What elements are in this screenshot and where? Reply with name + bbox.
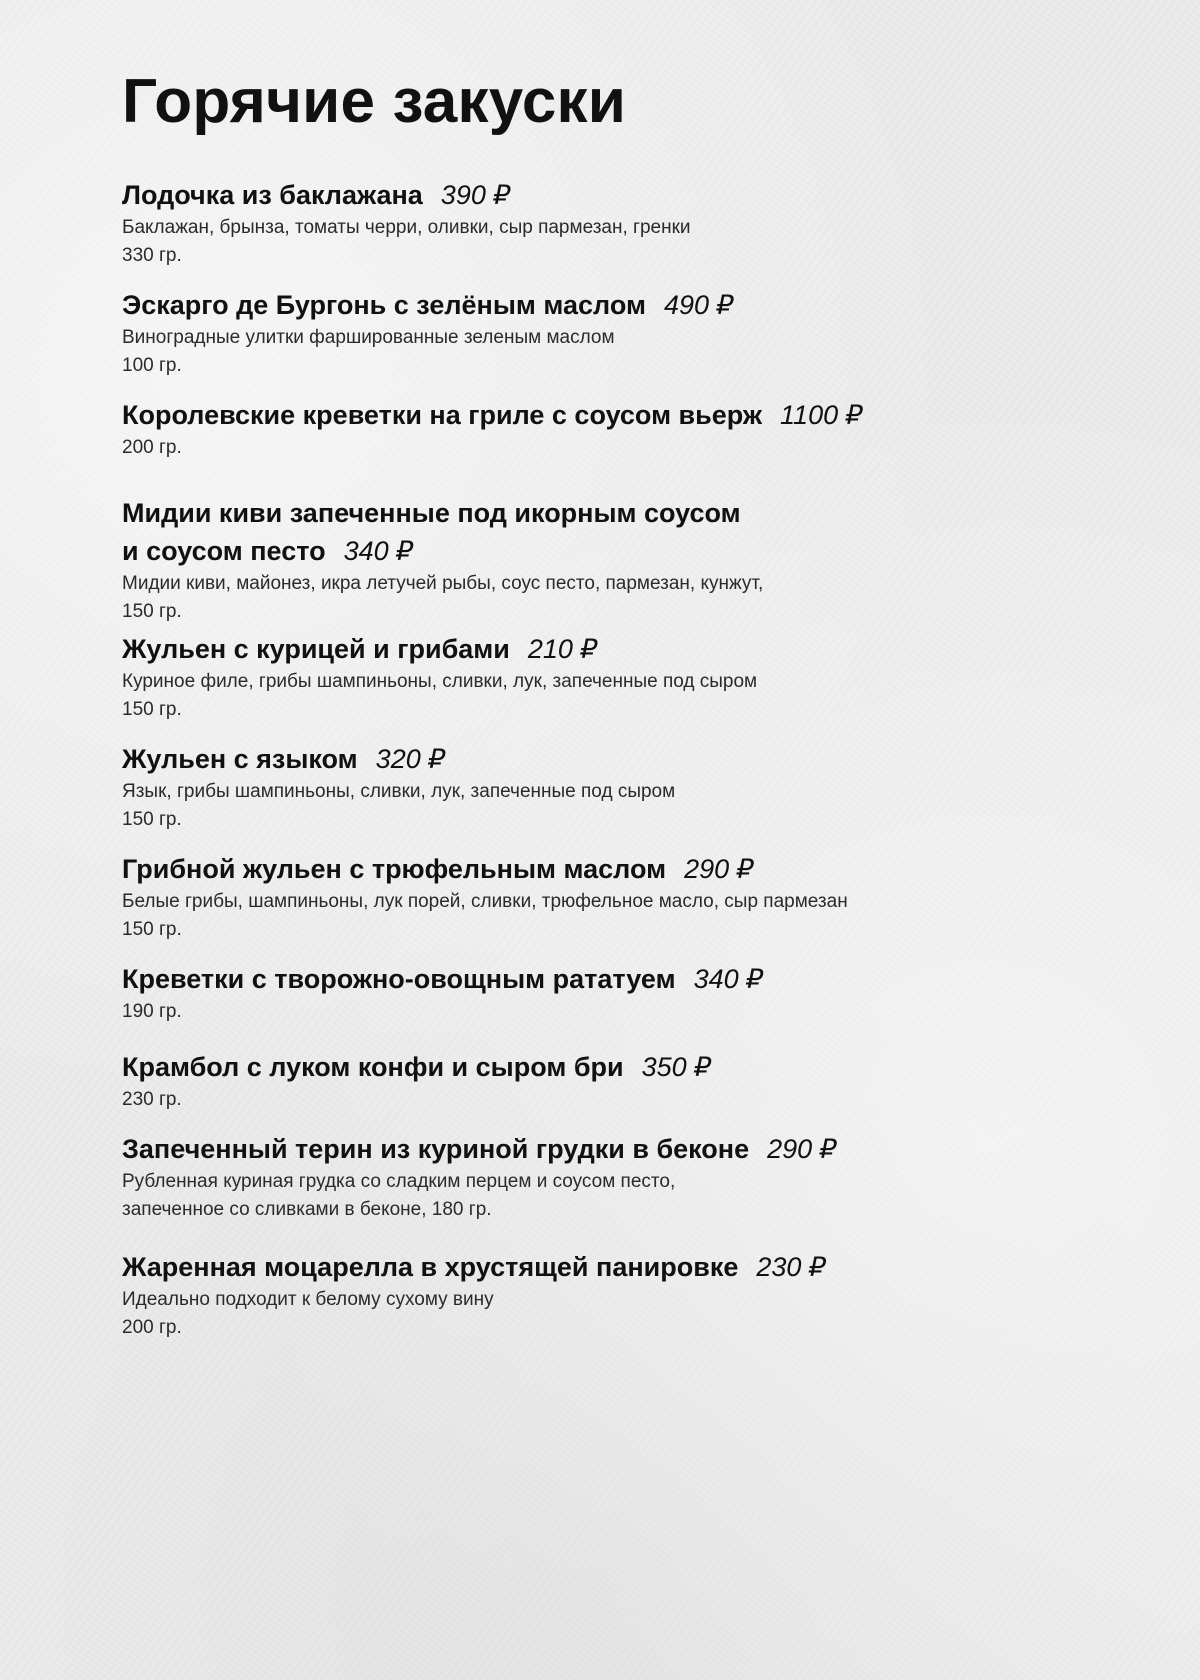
item-name-line2: и соусом песто <box>122 536 326 566</box>
item-price: 340 ₽ <box>693 964 764 994</box>
menu-item-shrimp-ratatouille <box>122 960 1122 1026</box>
item-weight: 200 гр. <box>122 437 182 458</box>
item-price: 390 ₽ <box>440 180 511 210</box>
item-description: Виноградные улитки фаршированные зеленым маслом <box>122 327 615 348</box>
item-name-line1: Мидии киви запеченные под икорным соусом <box>122 498 741 528</box>
item-name: Креветки с творожно-овощным рататуем <box>122 964 676 994</box>
item-name: Лодочка из баклажана <box>122 180 423 210</box>
item-description: Белые грибы, шампиньоны, лук порей, сливки, трюфельное масло, сыр пармезан <box>122 891 848 912</box>
item-name: Крамбол с луком конфи и сыром бри <box>122 1052 624 1082</box>
item-name: Жульен с курицей и грибами <box>122 634 510 664</box>
item-weight: 150 гр. <box>122 809 182 830</box>
menu-item-tongue-julienne <box>122 740 1122 834</box>
item-price: 340 ₽ <box>343 536 414 566</box>
item-price: 490 ₽ <box>663 290 734 320</box>
menu-item-fried-mozzarella <box>122 1248 1122 1342</box>
item-price: 350 ₽ <box>641 1052 712 1082</box>
item-name: Жульен с языком <box>122 744 358 774</box>
item-name: Жаренная моцарелла в хрустящей панировке <box>122 1252 739 1282</box>
item-weight: 330 гр. <box>122 245 182 266</box>
item-price: 210 ₽ <box>527 634 598 664</box>
item-name: Грибной жульен с трюфельным маслом <box>122 854 667 884</box>
menu-item-eggplant-boat <box>122 176 1122 270</box>
item-weight: 150 гр. <box>122 601 182 622</box>
item-name: Запеченный терин из куриной грудки в беконе <box>122 1134 750 1164</box>
item-description: Баклажан, брынза, томаты черри, оливки, сыр пармезан, гренки <box>122 217 691 238</box>
item-weight: 100 гр. <box>122 355 182 376</box>
menu-item-king-prawns <box>122 396 1122 462</box>
item-price: 290 ₽ <box>684 854 754 884</box>
item-price: 1100 ₽ <box>780 400 863 430</box>
menu-item-crumble-brie <box>122 1048 1122 1114</box>
menu-item-escargot <box>122 286 1122 380</box>
item-weight: 190 гр. <box>122 1001 182 1022</box>
menu-page <box>122 64 1122 1342</box>
item-weight: запеченное со сливками в беконе, 180 гр. <box>122 1199 492 1220</box>
item-price: 230 ₽ <box>756 1252 827 1282</box>
item-name: Королевские креветки на гриле с соусом вьерж <box>122 400 763 430</box>
menu-item-chicken-terrine <box>122 1130 1122 1224</box>
item-description: Куриное филе, грибы шампиньоны, сливки, лук, запеченные под сыром <box>122 671 758 692</box>
item-weight: 150 гр. <box>122 699 182 720</box>
item-description: Идеально подходит к белому сухому вину <box>122 1289 494 1310</box>
item-name: Эскарго де Бургонь с зелёным маслом <box>122 290 646 320</box>
item-weight: 150 гр. <box>122 919 182 940</box>
item-description: Мидии киви, майонез, икра летучей рыбы, соус песто, пармезан, кунжут, <box>122 573 764 594</box>
item-weight: 230 гр. <box>122 1089 182 1110</box>
item-price: 290 ₽ <box>767 1134 837 1164</box>
page-title: Горячие закуски <box>122 67 627 136</box>
menu-item-kiwi-mussels <box>122 494 1122 626</box>
item-weight: 200 гр. <box>122 1317 182 1338</box>
menu-item-mushroom-julienne <box>122 850 1122 944</box>
item-description: Язык, грибы шампиньоны, сливки, лук, запеченные под сыром <box>122 781 676 802</box>
menu-item-chicken-julienne <box>122 630 1122 724</box>
item-price: 320 ₽ <box>375 744 446 774</box>
item-description: Рубленная куриная грудка со сладким перцем и соусом песто, <box>122 1171 676 1192</box>
